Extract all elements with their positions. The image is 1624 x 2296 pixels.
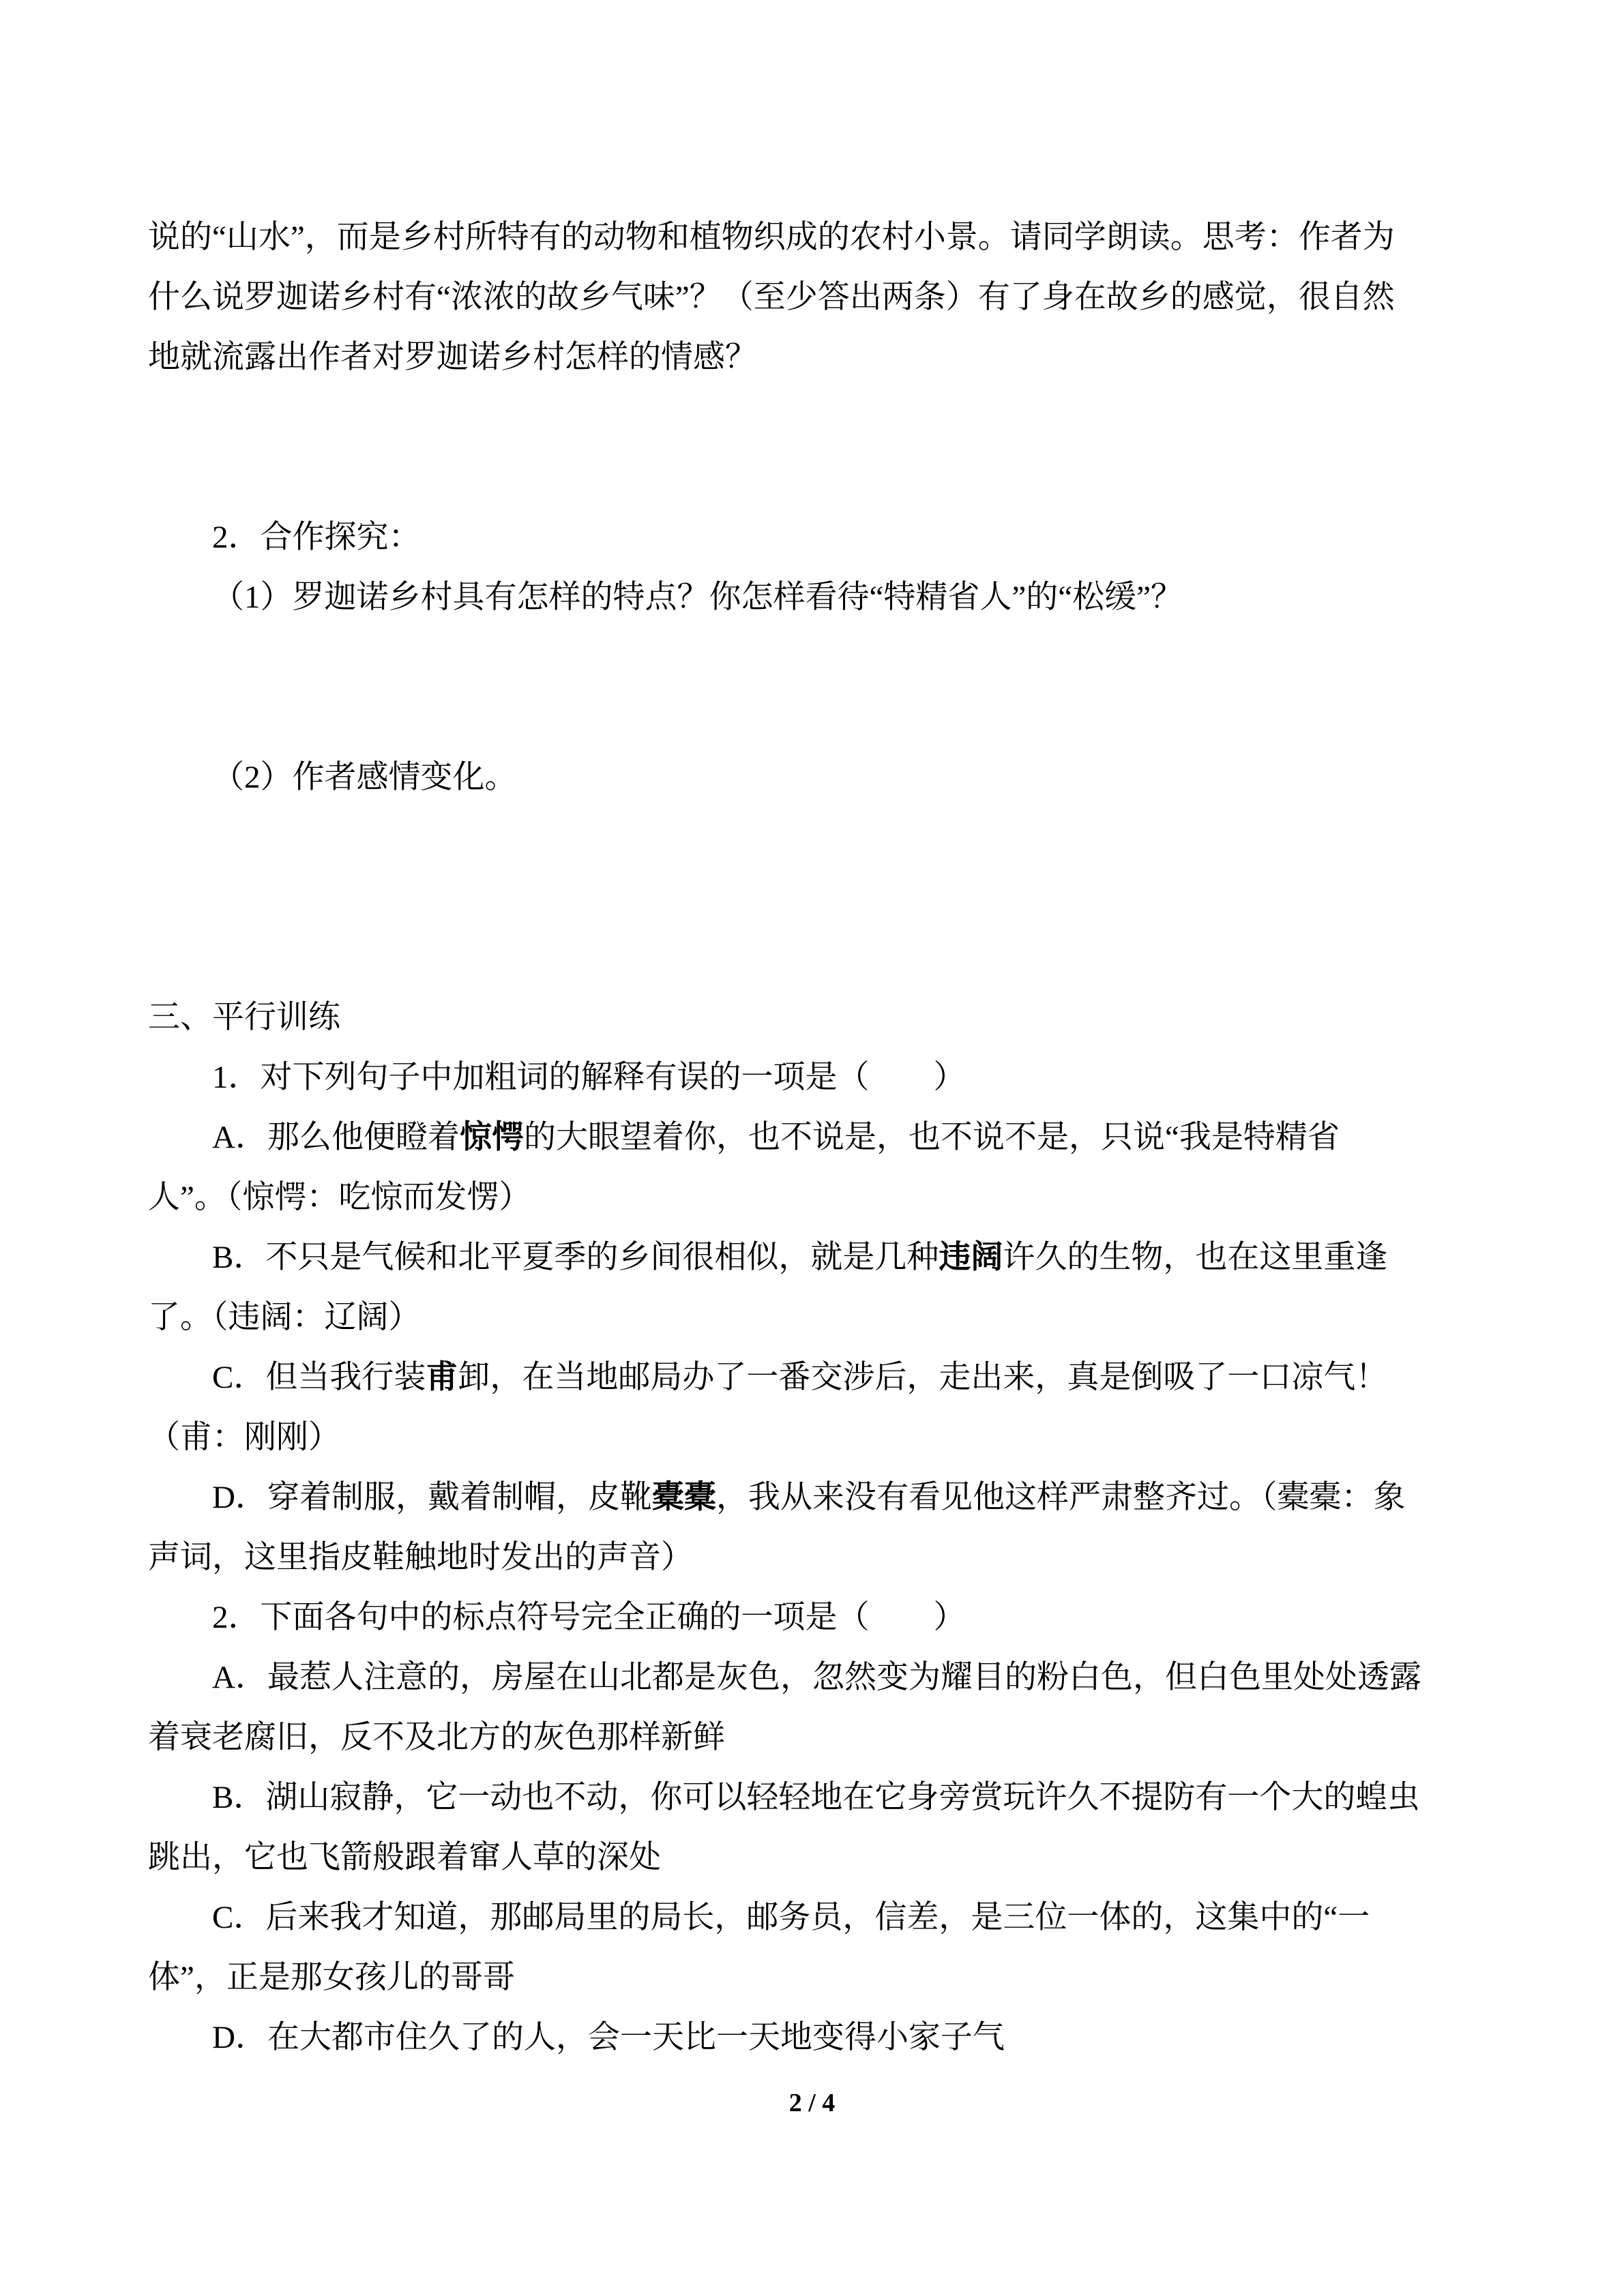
question-stem bbox=[148, 1047, 1485, 1107]
text-segment: 什么说罗迦诺乡村有“浓浓的故乡气味”？（至少答出两条）有了身在故乡的感觉，很自然 bbox=[148, 280, 1395, 315]
text-segment: 了。（违阔：辽阔） bbox=[148, 1300, 421, 1335]
option-a-continuation bbox=[148, 1167, 1485, 1227]
option-b-line bbox=[148, 1768, 1485, 1828]
option-b-continuation bbox=[148, 1828, 1485, 1888]
section-heading-cooperative-inquiry bbox=[148, 507, 1485, 567]
option-c-line bbox=[148, 1888, 1485, 1948]
option-d-line bbox=[148, 1467, 1485, 1527]
question-line bbox=[148, 747, 1485, 807]
text-segment: 卸，在当地邮局办了一番交涉后，走出来，真是倒吸了一口凉气！ bbox=[458, 1360, 1388, 1395]
option-c-continuation bbox=[148, 1407, 1485, 1467]
text-segment: （1）罗迦诺乡村具有怎样的特点？你怎样看待“特精省人”的“松缓”？ bbox=[212, 580, 1183, 615]
option-d-line bbox=[148, 2008, 1485, 2068]
option-c-line bbox=[148, 1347, 1485, 1407]
option-a-continuation bbox=[148, 1708, 1485, 1768]
text-segment: 声词，这里指皮鞋触地时发出的声音） bbox=[148, 1540, 693, 1575]
text-segment: B．湖山寂静，它一动也不动，你可以轻轻地在它身旁赏玩许久不提防有一个大的蝗虫 bbox=[212, 1780, 1420, 1815]
bold-term: 橐橐 bbox=[651, 1480, 716, 1515]
question-stem bbox=[148, 1587, 1485, 1648]
option-b-continuation bbox=[148, 1287, 1485, 1347]
text-segment: 许久的生物，也在这里重逢 bbox=[1003, 1240, 1388, 1275]
text-segment: 2．合作探究： bbox=[212, 520, 421, 555]
text-segment: A．那么他便瞪着 bbox=[212, 1120, 460, 1155]
text-segment: ，我从来没有看见他这样严肃整齐过。（橐橐：象 bbox=[715, 1480, 1406, 1515]
text-segment: 2．下面各句中的标点符号完全正确的一项是（ ） bbox=[212, 1600, 966, 1635]
question-line bbox=[148, 567, 1485, 627]
text-segment: C．后来我才知道，那邮局里的局长，邮务员，信差，是三位一体的，这集中的“一 bbox=[212, 1900, 1370, 1935]
text-segment: 的大眼望着你，也不说是，也不说不是，只说“我是特精省 bbox=[523, 1120, 1340, 1155]
page-number: 2 / 4 bbox=[788, 2089, 836, 2117]
text-segment: D．在大都市住久了的人，会一天比一天地变得小家子气 bbox=[212, 2020, 1005, 2055]
text-segment: 人”。（惊愕：吃惊而发愣） bbox=[148, 1180, 531, 1215]
text-segment: 说的“山水”，而是乡村所特有的动物和植物织成的农村小景。请同学朗读。思考：作者为 bbox=[148, 220, 1395, 255]
bold-term: 违阔 bbox=[939, 1240, 1003, 1275]
option-c-continuation bbox=[148, 1948, 1485, 2008]
bold-term: 惊愕 bbox=[459, 1120, 524, 1155]
document-body bbox=[148, 207, 1485, 2068]
option-d-continuation bbox=[148, 1527, 1485, 1587]
text-segment: 跳出，它也飞箭般跟着窜人草的深处 bbox=[148, 1840, 661, 1875]
text-segment: 地就流露出作者对罗迦诺乡村怎样的情感？ bbox=[148, 340, 757, 375]
text-segment: B．不只是气候和北平夏季的乡间很相似，就是几种 bbox=[212, 1240, 939, 1275]
text-segment: 着衰老腐旧，反不及北方的灰色那样新鲜 bbox=[148, 1720, 725, 1755]
text-line bbox=[148, 267, 1485, 327]
text-segment: （2）作者感情变化。 bbox=[212, 760, 517, 795]
text-segment: 三、平行训练 bbox=[148, 1000, 340, 1035]
text-segment: A．最惹人注意的，房屋在山北都是灰色，忽然变为耀目的粉白色，但白色里处处透露 bbox=[212, 1660, 1421, 1695]
section-heading-parallel-training bbox=[148, 987, 1485, 1047]
text-segment: 体”，正是那女孩儿的哥哥 bbox=[148, 1960, 515, 1995]
option-a-line bbox=[148, 1107, 1485, 1167]
text-segment: （甫：刚刚） bbox=[148, 1420, 340, 1455]
text-segment: D．穿着制服，戴着制帽，皮靴 bbox=[212, 1480, 652, 1515]
text-line bbox=[148, 207, 1485, 267]
bold-term: 甫 bbox=[426, 1360, 458, 1395]
text-segment: C．但当我行装 bbox=[212, 1360, 426, 1395]
text-line bbox=[148, 327, 1485, 387]
text-segment: 1．对下列句子中加粗词的解释有误的一项是（ ） bbox=[212, 1060, 966, 1095]
option-b-line bbox=[148, 1227, 1485, 1287]
option-a-line bbox=[148, 1648, 1485, 1708]
